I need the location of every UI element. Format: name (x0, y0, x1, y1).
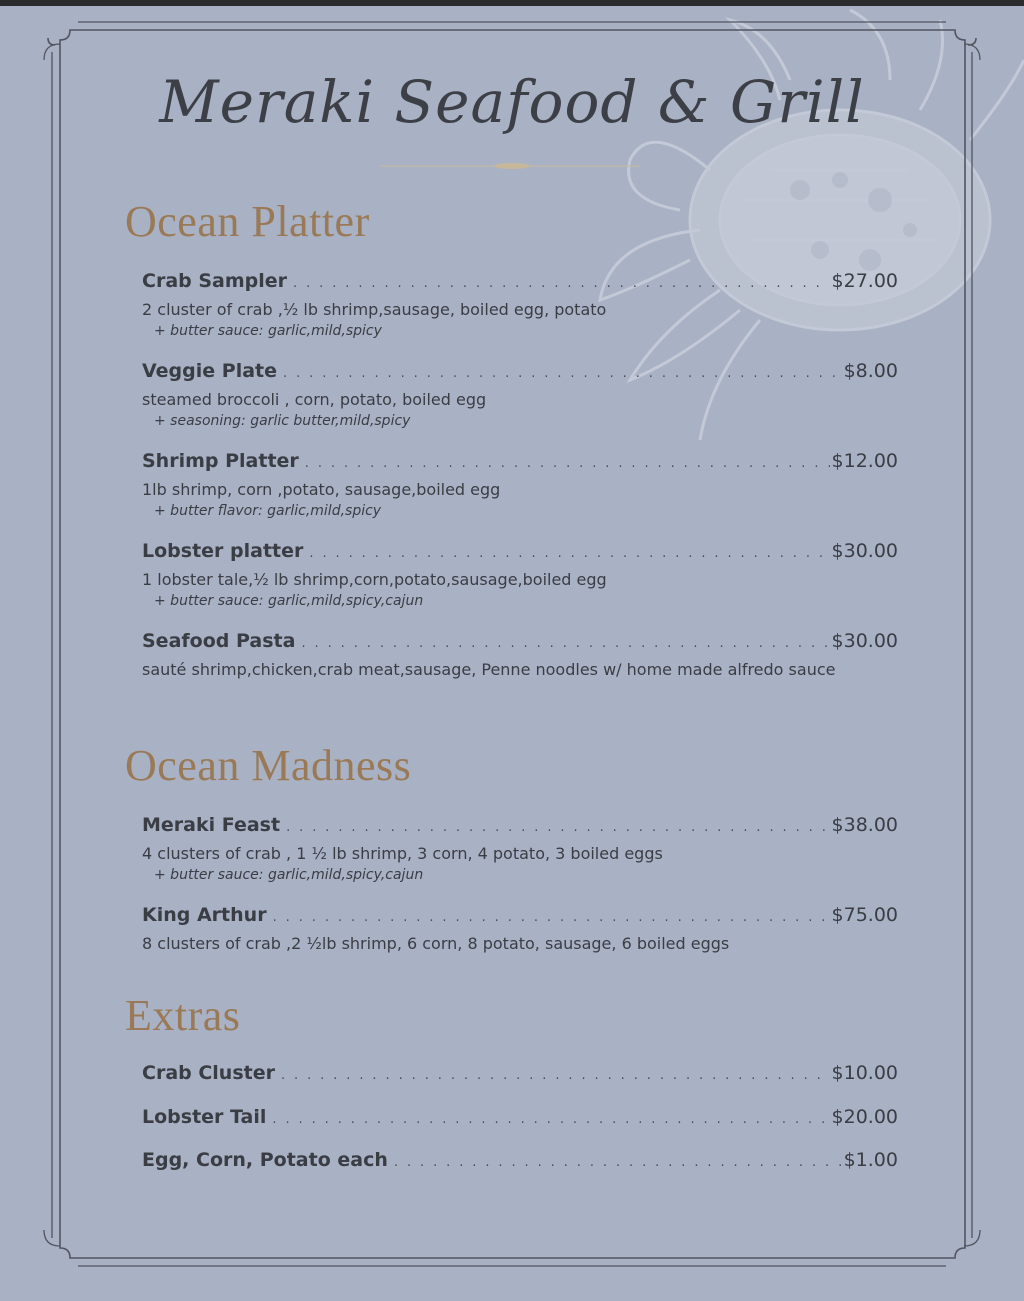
item-description: 4 clusters of crab , 1 ½ lb shrimp, 3 corn, 4 potato, 3 boiled eggs (142, 844, 663, 863)
menu-item-lobster-tail (142, 1106, 898, 1128)
dot-leader (394, 1155, 842, 1170)
dot-leader (272, 1112, 829, 1127)
menu-item-veggie-plate (142, 360, 898, 429)
item-description: 1 lobster tale,½ lb shrimp,corn,potato,sausage,boiled egg (142, 570, 607, 589)
item-price: $12.00 (831, 450, 898, 472)
item-price: $27.00 (831, 270, 898, 292)
item-name: Crab Cluster (142, 1062, 275, 1084)
item-price: $30.00 (831, 630, 898, 652)
menu-item-crab-sampler (142, 270, 898, 339)
item-name: Lobster Tail (142, 1106, 267, 1128)
item-name: Egg, Corn, Potato each (142, 1149, 388, 1171)
item-name: Lobster platter (142, 540, 304, 562)
item-description: 2 cluster of crab ,½ lb shrimp,sausage, boiled egg, potato (142, 300, 607, 319)
section-title-extras: Extras (125, 991, 241, 1040)
item-name: Veggie Plate (142, 360, 277, 382)
menu-item-king-arthur (142, 904, 898, 956)
item-name: Crab Sampler (142, 270, 288, 292)
item-name: Seafood Pasta (142, 630, 296, 652)
dot-leader (293, 276, 829, 291)
item-name: King Arthur (142, 904, 267, 926)
item-note: + butter flavor: garlic,mild,spicy (154, 503, 382, 519)
item-price: $38.00 (831, 814, 898, 836)
item-description: 1lb shrimp, corn ,potato, sausage,boiled egg (142, 480, 501, 499)
item-price: $75.00 (831, 904, 898, 926)
section-title-ocean-platter: Ocean Platter (125, 197, 370, 246)
dot-leader (283, 366, 842, 381)
item-note: + butter sauce: garlic,mild,spicy,cajun (154, 867, 424, 883)
item-name: Meraki Feast (142, 814, 281, 836)
menu-item-meraki-feast (142, 814, 898, 883)
item-price: $30.00 (831, 540, 898, 562)
item-note: + butter sauce: garlic,mild,spicy (154, 323, 382, 339)
menu-item-egg-corn-potato (142, 1149, 898, 1171)
menu-item-seafood-pasta (142, 630, 898, 682)
dot-leader (305, 456, 830, 471)
dot-leader (301, 636, 829, 651)
item-description: sauté shrimp,chicken,crab meat,sausage, Penne noodles w/ home made alfredo sauce (142, 660, 836, 679)
item-price: $1.00 (843, 1149, 898, 1171)
item-price: $10.00 (831, 1062, 898, 1084)
item-description: steamed broccoli , corn, potato, boiled egg (142, 390, 487, 409)
dot-leader (273, 910, 830, 925)
item-price: $20.00 (831, 1106, 898, 1128)
menu-item-crab-cluster (142, 1062, 898, 1084)
item-note: + butter sauce: garlic,mild,spicy,cajun (154, 593, 424, 609)
section-title-ocean-madness: Ocean Madness (125, 741, 412, 790)
menu-item-shrimp-platter (142, 450, 898, 519)
item-price: $8.00 (843, 360, 898, 382)
restaurant-title: Meraki Seafood & Grill (159, 68, 865, 136)
item-description: 8 clusters of crab ,2 ½lb shrimp, 6 corn, 8 potato, sausage, 6 boiled eggs (142, 934, 730, 953)
title-ornament (0, 156, 1024, 176)
dot-leader (309, 546, 829, 561)
menu-item-lobster-platter (142, 540, 898, 609)
dot-leader (286, 820, 829, 835)
dot-leader (281, 1068, 830, 1083)
item-note: + seasoning: garlic butter,mild,spicy (154, 413, 411, 429)
item-name: Shrimp Platter (142, 450, 299, 472)
